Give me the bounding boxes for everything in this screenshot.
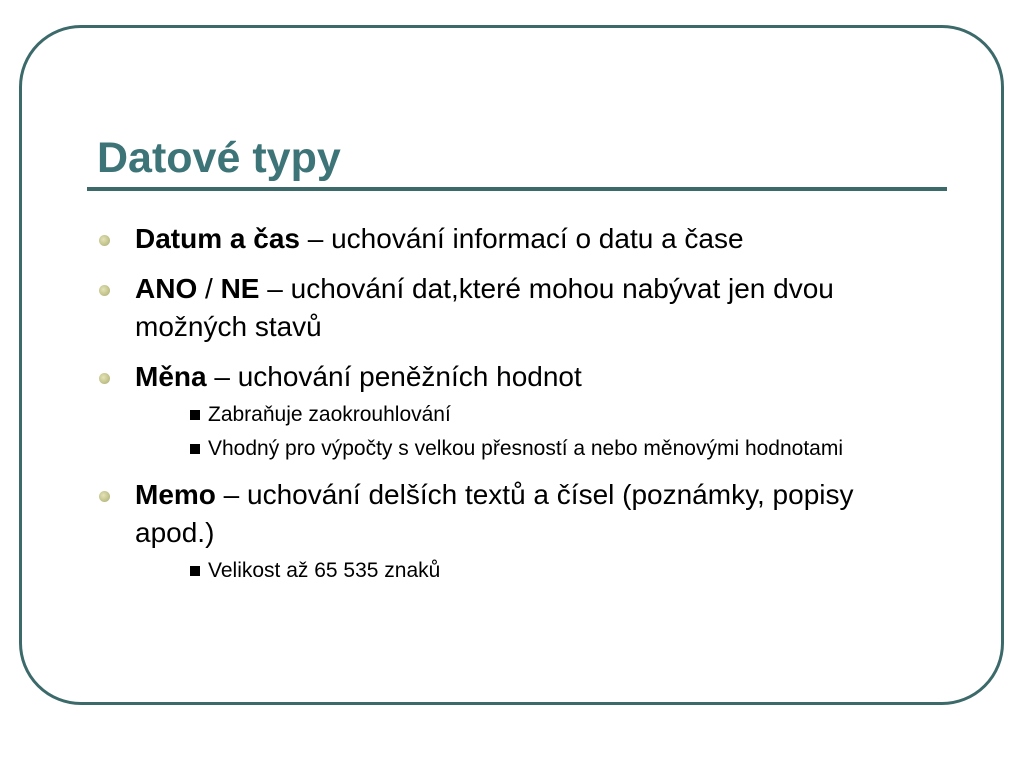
- sub-item-text: Velikost až 65 535 znaků: [208, 559, 441, 582]
- round-bullet-icon: [99, 373, 110, 384]
- sub-item: [190, 556, 918, 586]
- term-mena: Měna: [135, 361, 207, 392]
- item-text-mena: – uchování peněžních hodnot: [206, 361, 582, 392]
- sub-item: [190, 434, 918, 464]
- sub-item-text: Vhodný pro výpočty s velkou přesností a nebo měnovými hodnotami: [208, 437, 844, 460]
- round-bullet-icon: [99, 235, 110, 246]
- sub-item-text: Zabraňuje zaokrouhlování: [208, 403, 451, 426]
- list-item-ano-ne: [98, 270, 918, 346]
- list-item-datum: [98, 220, 918, 258]
- term-ne: NE: [220, 273, 260, 304]
- bullet-list: [98, 220, 918, 598]
- term-ano: ANO: [135, 273, 198, 304]
- sub-list-mena: [135, 400, 918, 464]
- sub-item: [190, 400, 918, 430]
- item-text-memo: – uchování delších textů a čísel (poznámky, popisy apod.): [135, 479, 854, 548]
- slide-title: Datové typy: [97, 134, 341, 182]
- term-separator: /: [197, 273, 221, 304]
- item-text-datum: – uchování informací o datu a čase: [299, 223, 744, 254]
- term-memo: Memo: [135, 479, 216, 510]
- square-bullet-icon: [190, 566, 200, 576]
- square-bullet-icon: [190, 444, 200, 454]
- sub-list-memo: [135, 556, 918, 586]
- term-datum: Datum a čas: [135, 223, 300, 254]
- round-bullet-icon: [99, 491, 110, 502]
- list-item-memo: [98, 476, 918, 586]
- list-item-mena: [98, 358, 918, 464]
- item-text-ano-ne: – uchování dat,které mohou nabývat jen dvou možných stavů: [135, 273, 834, 342]
- square-bullet-icon: [190, 410, 200, 420]
- round-bullet-icon: [99, 285, 110, 296]
- title-underline: [87, 187, 947, 191]
